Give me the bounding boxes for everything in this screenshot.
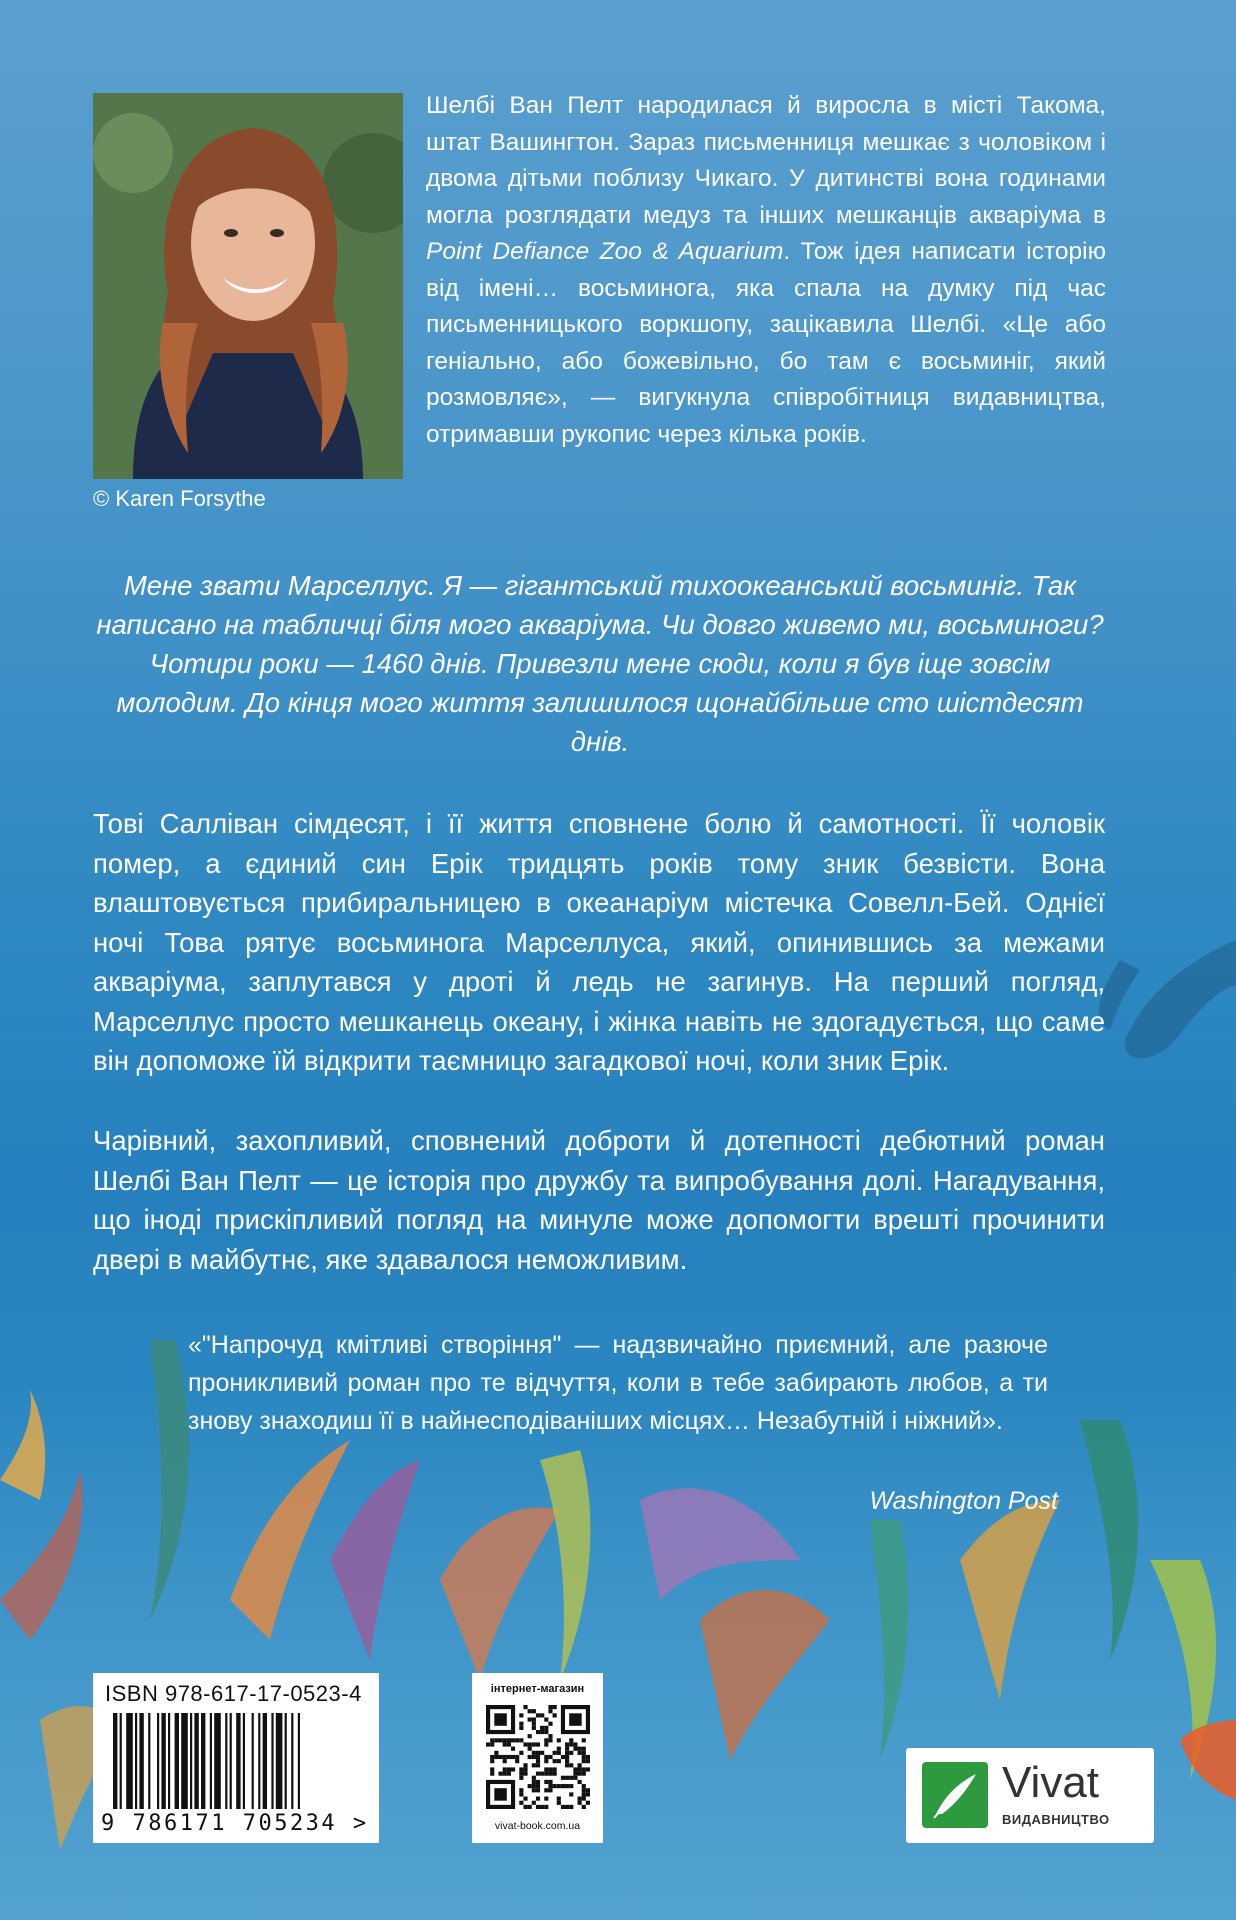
qr-module <box>507 1755 511 1759</box>
qr-module <box>553 1705 557 1709</box>
qr-module <box>553 1772 557 1776</box>
qr-module <box>569 1742 573 1746</box>
blurb-paragraph: Чарівний, захопливий, сповнений доброти й дотепності дебютний роман Шелбі Ван Пелт — це історія про дружбу та випробування долі. Нагадування, що іноді прискіпливий погляд на минуле може допомогти врешті прочинити двері в майбутнє, яке здавалося неможливим. <box>93 1125 1105 1275</box>
qr-module <box>569 1738 573 1742</box>
qr-module <box>569 1713 581 1725</box>
qr-module <box>582 1751 586 1755</box>
qr-module <box>586 1792 590 1796</box>
qr-module <box>578 1767 582 1771</box>
qr-module <box>578 1801 582 1805</box>
qr-module <box>494 1738 498 1742</box>
qr-module <box>586 1801 590 1805</box>
qr-module <box>582 1747 586 1751</box>
barcode-bar <box>225 1713 227 1809</box>
qr-module <box>544 1780 548 1784</box>
qr-module <box>519 1751 523 1755</box>
qr-module <box>486 1742 490 1746</box>
qr-module <box>565 1751 569 1755</box>
qr-module <box>578 1763 582 1767</box>
barcode-bar <box>236 1713 240 1809</box>
qr-module <box>540 1730 544 1734</box>
qr-module <box>519 1726 523 1730</box>
qr-module <box>540 1751 544 1755</box>
qr-module <box>511 1747 515 1751</box>
qr-module <box>528 1734 532 1738</box>
qr-module <box>565 1763 569 1767</box>
book-excerpt: Мене звати Марселлус. Я — гігантський тихоокеанський восьминіг. Так написано на табличці біля мого акваріума. Чи довго живемо ми, восьминоги? Чотири роки — 1460 днів. Привезли мене сюди, коли я був іще зовсім молодим. До кінця мого життя залишилося щонайбільше сто шістдесят днів. <box>96 570 1104 757</box>
qr-module <box>548 1784 552 1788</box>
qr-module <box>498 1738 502 1742</box>
qr-module <box>519 1788 523 1792</box>
barcode-bar <box>135 1713 137 1809</box>
qr-module <box>494 1751 498 1755</box>
qr-module <box>519 1776 523 1780</box>
qr-module <box>561 1755 565 1759</box>
barcode-bar <box>263 1713 267 1809</box>
qr-module <box>494 1788 506 1800</box>
qr-module <box>490 1767 494 1771</box>
feather-icon <box>922 1762 988 1828</box>
qr-module <box>548 1772 552 1776</box>
qr-module <box>494 1755 498 1759</box>
qr-module <box>503 1738 507 1742</box>
qr-module <box>507 1772 511 1776</box>
qr-module <box>540 1726 544 1730</box>
qr-module <box>557 1747 561 1751</box>
author-bio <box>426 88 1106 453</box>
qr-module <box>582 1767 586 1771</box>
qr-module <box>536 1730 540 1734</box>
barcode-bar <box>120 1713 122 1809</box>
qr-module <box>548 1780 552 1784</box>
qr-module <box>532 1780 536 1784</box>
qr-module <box>548 1788 552 1792</box>
aquarium-name: Point Defiance Zoo & Aquarium <box>426 238 784 265</box>
qr-module <box>503 1772 507 1776</box>
qr-module <box>544 1772 548 1776</box>
qr-module <box>532 1784 536 1788</box>
barcode-bar <box>181 1713 188 1809</box>
qr-module <box>536 1751 540 1755</box>
qr-module <box>536 1797 540 1801</box>
qr-module <box>528 1747 532 1751</box>
qr-module <box>532 1763 536 1767</box>
synopsis-paragraph: Тові Салліван сімдесят, і її життя сповнене болю й самотності. Її чоловік помер, а єдиний син Ерік тридцять років тому зник безвісти. Вона влаштовується прибиральницею в океанаріум містечка Совелл-Бей. Однієї ночі Това рятує восьминога Марселлуса, який, опинившись за межами акваріума, заплутався у дроті й ледь не загинув. На перший погляд, Марселлус просто мешканець океану, і жінка навіть не здогадується, що саме він допоможе їй відкрити таємницю загадкової ночі, коли зник Ерік. <box>93 808 1105 1076</box>
qr-module <box>519 1738 523 1742</box>
qr-module <box>536 1759 540 1763</box>
qr-module <box>548 1705 552 1709</box>
qr-module <box>532 1776 536 1780</box>
isbn-label: ISBN 978-617-17-0523-4 <box>105 1681 362 1706</box>
qr-module <box>582 1805 586 1809</box>
qr-module <box>532 1742 536 1746</box>
qr-module <box>544 1767 548 1771</box>
barcode-bar <box>190 1713 192 1809</box>
qr-module <box>536 1763 540 1767</box>
qr-module <box>523 1805 527 1809</box>
barcode-bar <box>139 1713 143 1809</box>
qr-block <box>472 1673 603 1843</box>
qr-module <box>557 1759 561 1763</box>
barcode-bar <box>168 1713 170 1809</box>
qr-module <box>565 1784 569 1788</box>
qr-module <box>569 1751 573 1755</box>
qr-module <box>490 1738 494 1742</box>
qr-module <box>544 1755 548 1759</box>
barcode-bar <box>276 1713 283 1809</box>
qr-module <box>565 1805 569 1809</box>
qr-module <box>490 1742 494 1746</box>
qr-code-icon <box>486 1705 590 1809</box>
qr-module <box>528 1755 532 1759</box>
qr-module <box>569 1784 573 1788</box>
qr-module <box>519 1801 523 1805</box>
qr-module <box>573 1742 577 1746</box>
qr-module <box>507 1742 511 1746</box>
qr-module <box>528 1805 532 1809</box>
qr-module <box>536 1788 540 1792</box>
barcode-bar <box>201 1713 205 1809</box>
photo-credit: © Karen Forsythe <box>93 486 266 511</box>
qr-module <box>565 1747 569 1751</box>
qr-module <box>548 1734 552 1738</box>
qr-module <box>553 1713 557 1717</box>
qr-module <box>544 1738 548 1742</box>
qr-module <box>523 1763 527 1767</box>
qr-module <box>565 1755 569 1759</box>
qr-module <box>565 1776 569 1780</box>
barcode-digits: 9 786171 705234 > <box>101 1811 369 1836</box>
qr-module <box>573 1747 577 1751</box>
qr-module <box>544 1759 548 1763</box>
qr-module <box>515 1755 519 1759</box>
qr-module <box>532 1717 536 1721</box>
qr-module <box>536 1805 540 1809</box>
isbn-barcode-block <box>93 1673 379 1843</box>
qr-module <box>490 1772 494 1776</box>
qr-module <box>532 1726 536 1730</box>
qr-module <box>532 1709 536 1713</box>
qr-module <box>578 1751 582 1755</box>
qr-module <box>540 1772 544 1776</box>
qr-module <box>586 1788 590 1792</box>
review-source: Washington Post <box>869 1487 1058 1515</box>
barcode-bar <box>285 1713 287 1809</box>
qr-module <box>582 1792 586 1796</box>
barcode-bar <box>113 1713 117 1809</box>
qr-module <box>582 1755 586 1759</box>
qr-module <box>544 1742 548 1746</box>
qr-module <box>561 1776 565 1780</box>
qr-module <box>548 1722 552 1726</box>
qr-module <box>536 1742 540 1746</box>
qr-module <box>498 1755 502 1759</box>
qr-module <box>578 1772 582 1776</box>
qr-module <box>536 1784 540 1788</box>
qr-module <box>536 1755 540 1759</box>
qr-module <box>573 1776 577 1780</box>
barcode-bar <box>157 1713 159 1809</box>
qr-module <box>519 1722 523 1726</box>
qr-module <box>544 1788 548 1792</box>
qr-module <box>536 1772 540 1776</box>
qr-module <box>523 1767 527 1771</box>
qr-module <box>528 1709 532 1713</box>
qr-module <box>490 1755 494 1759</box>
barcode-bar <box>194 1713 198 1809</box>
qr-module <box>540 1713 544 1717</box>
author-photo <box>93 93 403 479</box>
qr-module <box>511 1767 515 1771</box>
qr-module <box>553 1759 557 1763</box>
qr-module <box>540 1805 544 1809</box>
barcode-bar <box>214 1713 221 1809</box>
publisher-logo <box>906 1748 1154 1843</box>
qr-module <box>523 1742 527 1746</box>
publisher-name: Vivat <box>1002 1758 1100 1807</box>
barcode-bar <box>298 1713 300 1809</box>
barcode-bar <box>230 1713 232 1809</box>
qr-module <box>557 1738 561 1742</box>
qr-module <box>557 1797 561 1801</box>
qr-module <box>507 1738 511 1742</box>
qr-module <box>578 1780 582 1784</box>
qr-module <box>494 1713 506 1725</box>
qr-module <box>544 1730 548 1734</box>
qr-module <box>553 1751 557 1755</box>
qr-module <box>532 1788 536 1792</box>
barcode-icon <box>111 1713 367 1809</box>
qr-module <box>536 1780 540 1784</box>
qr-module <box>544 1797 548 1801</box>
qr-module <box>544 1717 548 1721</box>
author-bio-part-2: . Тож ідея написати історію від імені… восьминога, яка спала на думку під час письменницького воркшопу, зацікавила Шелбі. «Це або геніально, або божевільно, бо там є восьминіг, який розмовляє», — вигукнула співробітниця видавництва, отримавши рукопис через кілька років. <box>426 238 1106 448</box>
qr-module <box>582 1784 586 1788</box>
barcode-bar <box>271 1713 273 1809</box>
qr-module <box>519 1713 523 1717</box>
qr-module <box>548 1738 552 1742</box>
barcode-bar <box>243 1713 245 1809</box>
qr-module <box>523 1705 527 1709</box>
barcode-bar <box>291 1713 293 1809</box>
qr-module <box>578 1747 582 1751</box>
qr-module <box>503 1767 507 1771</box>
qr-module <box>523 1772 527 1776</box>
barcode-bar <box>210 1713 212 1809</box>
barcode-bar <box>161 1713 165 1809</box>
qr-module <box>519 1792 523 1796</box>
qr-module <box>586 1759 590 1763</box>
qr-module <box>528 1717 532 1721</box>
qr-module <box>490 1759 494 1763</box>
qr-top-label: інтернет-магазин <box>490 1683 585 1695</box>
qr-module <box>507 1767 511 1771</box>
qr-module <box>553 1767 557 1771</box>
qr-module <box>528 1784 532 1788</box>
qr-module <box>503 1742 507 1746</box>
qr-module <box>528 1742 532 1746</box>
qr-module <box>578 1797 582 1801</box>
qr-module <box>503 1755 507 1759</box>
qr-module <box>565 1742 569 1746</box>
qr-module <box>519 1772 523 1776</box>
qr-module <box>582 1759 586 1763</box>
qr-module <box>582 1788 586 1792</box>
qr-module <box>553 1784 557 1788</box>
publisher-subtitle: ВИДАВНИЦТВО <box>1002 1812 1110 1827</box>
qr-module <box>532 1722 536 1726</box>
qr-module <box>498 1772 502 1776</box>
qr-module <box>511 1755 515 1759</box>
qr-module <box>561 1805 565 1809</box>
qr-module <box>532 1751 536 1755</box>
qr-module <box>544 1726 548 1730</box>
qr-module <box>582 1738 586 1742</box>
qr-module <box>523 1797 527 1801</box>
qr-module <box>561 1784 565 1788</box>
qr-module <box>569 1776 573 1780</box>
barcode-bar <box>175 1713 179 1809</box>
qr-module <box>544 1805 548 1809</box>
qr-module <box>519 1767 523 1771</box>
qr-module <box>557 1751 561 1755</box>
qr-module <box>515 1759 519 1763</box>
author-bio-part-1: Шелбі Ван Пелт народилася й виросла в місті Такома, штат Вашингтон. Зараз письменниця мешкає з чоловіком і двома дітьми поблизу Чикаго. У дитинстві вона годинами могла розглядати медуз та інших мешканців акваріума в <box>426 92 1106 229</box>
qr-module <box>582 1772 586 1776</box>
barcode-bar <box>126 1713 133 1809</box>
qr-module <box>548 1755 552 1759</box>
qr-url: vivat-book.com.ua <box>494 1820 581 1832</box>
qr-module <box>548 1767 552 1771</box>
barcode-bar <box>252 1713 254 1809</box>
qr-module <box>586 1767 590 1771</box>
qr-module <box>557 1801 561 1805</box>
qr-module <box>573 1772 577 1776</box>
qr-module <box>569 1805 573 1809</box>
qr-module <box>515 1738 519 1742</box>
qr-module <box>532 1755 536 1759</box>
qr-module <box>569 1763 573 1767</box>
barcode-bar <box>258 1713 260 1809</box>
qr-module <box>573 1767 577 1771</box>
qr-module <box>582 1797 586 1801</box>
qr-module <box>536 1713 540 1717</box>
barcode-bar <box>148 1713 150 1809</box>
qr-module <box>511 1738 515 1742</box>
qr-module <box>586 1755 590 1759</box>
qr-module <box>503 1759 507 1763</box>
qr-module <box>565 1759 569 1763</box>
review-quote: «"Напрочуд кмітливі створіння" — надзвичайно приємний, але разюче проникливий роман про те відчуття, коли в тебе забирають любов, а ти знову знаходиш її в найнесподіваніших місцях… Незабутній і ніжний». <box>188 1331 1048 1435</box>
qr-module <box>557 1784 561 1788</box>
qr-module <box>569 1792 573 1796</box>
qr-module <box>548 1709 552 1713</box>
qr-module <box>532 1801 536 1805</box>
